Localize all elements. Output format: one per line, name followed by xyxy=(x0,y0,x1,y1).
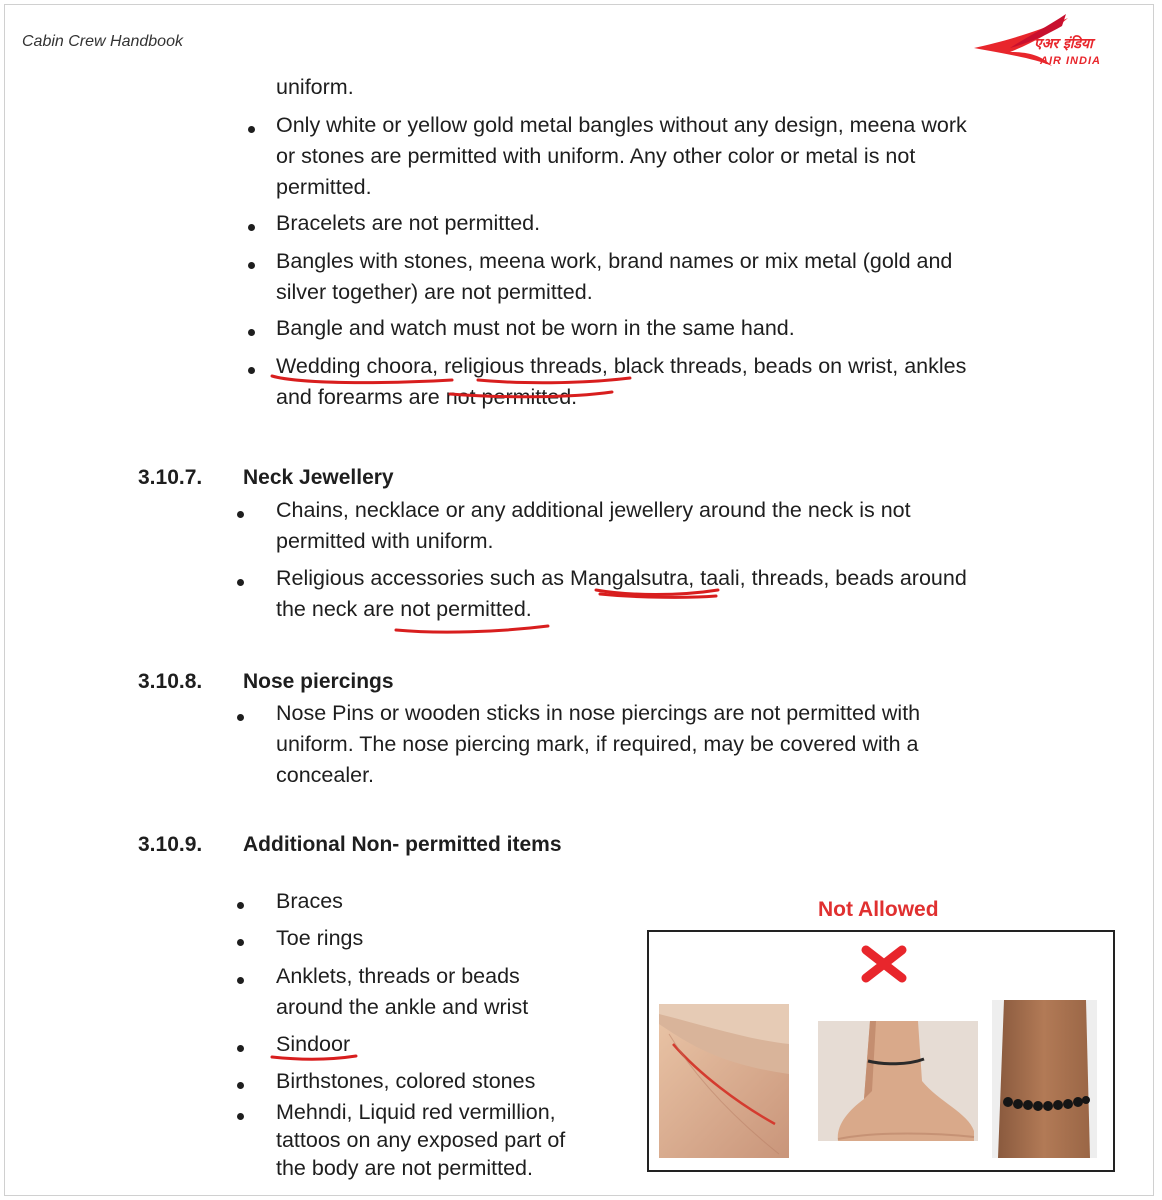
list-item-line: the neck are not permitted. xyxy=(276,597,532,621)
list-item-line: Nose Pins or wooden sticks in nose piercings are not permitted with xyxy=(276,701,921,725)
bullet-dot xyxy=(237,902,244,909)
list-item-line: tattoos on any exposed part of xyxy=(276,1128,566,1152)
bullet-dot xyxy=(237,939,244,946)
list-item-line: permitted. xyxy=(276,175,372,199)
bullet-dot xyxy=(237,579,244,586)
list-item-line: the body are not permitted. xyxy=(276,1156,533,1180)
list-item-line: Chains, necklace or any additional jewellery around the neck is not xyxy=(276,498,911,522)
not-allowed-label: Not Allowed xyxy=(818,898,939,921)
list-item-line: Birthstones, colored stones xyxy=(276,1069,536,1093)
list-item-line: Braces xyxy=(276,889,343,913)
list-item-line: around the ankle and wrist xyxy=(276,995,529,1019)
ankle-black-thread-photo xyxy=(818,1021,978,1141)
bullet-dot xyxy=(248,224,255,231)
list-item-line: Sindoor xyxy=(276,1032,351,1056)
list-item-line: or stones are permitted with uniform. Any other color or metal is not xyxy=(276,144,916,168)
list-item-line: silver together) are not permitted. xyxy=(276,280,593,304)
document-header-title: Cabin Crew Handbook xyxy=(22,33,183,50)
list-item-line: uniform. The nose piercing mark, if required, may be covered with a xyxy=(276,732,919,756)
continued-line: uniform. xyxy=(276,75,354,99)
bullet-dot xyxy=(237,1113,244,1120)
svg-text:AIR INDIA: AIR INDIA xyxy=(1040,55,1101,67)
air-india-logo xyxy=(970,8,1150,78)
section-number: 3.10.9. xyxy=(138,833,203,856)
list-item-line: and forearms are not permitted. xyxy=(276,385,578,409)
bullet-dot xyxy=(237,511,244,518)
bullet-dot xyxy=(248,262,255,269)
wrist-black-beads-photo xyxy=(992,1000,1097,1158)
bullet-dot xyxy=(248,329,255,336)
list-item-line: Toe rings xyxy=(276,926,364,950)
ankle-red-thread-photo xyxy=(659,1004,789,1158)
section-title: Neck Jewellery xyxy=(243,466,394,489)
svg-text:एअर इंडिया: एअर इंडिया xyxy=(1034,36,1093,52)
section-number: 3.10.8. xyxy=(138,670,203,693)
section-number: 3.10.7. xyxy=(138,466,203,489)
list-item-line: Wedding choora, religious threads, black threads, beads on wrist, ankles xyxy=(276,354,967,378)
list-item-line: Mehndi, Liquid red vermillion, xyxy=(276,1100,556,1124)
list-item-line: Religious accessories such as Mangalsutra, taali, threads, beads around xyxy=(276,566,967,590)
bullet-dot xyxy=(237,1082,244,1089)
list-item-line: Bangles with stones, meena work, brand names or mix metal (gold and xyxy=(276,249,953,273)
list-item-line: permitted with uniform. xyxy=(276,529,494,553)
list-item-line: Anklets, threads or beads xyxy=(276,964,520,988)
bullet-dot xyxy=(248,126,255,133)
list-item-line: Bangle and watch must not be worn in the same hand. xyxy=(276,316,795,340)
list-item-line: Only white or yellow gold metal bangles without any design, meena work xyxy=(276,113,967,137)
list-item-line: concealer. xyxy=(276,763,375,787)
section-title: Nose piercings xyxy=(243,670,394,693)
section-title: Additional Non- permitted items xyxy=(243,833,562,856)
bullet-dot xyxy=(237,977,244,984)
bullet-dot xyxy=(237,714,244,721)
bullet-dot xyxy=(248,367,255,374)
bullet-dot xyxy=(237,1045,244,1052)
list-item-line: Bracelets are not permitted. xyxy=(276,211,541,235)
